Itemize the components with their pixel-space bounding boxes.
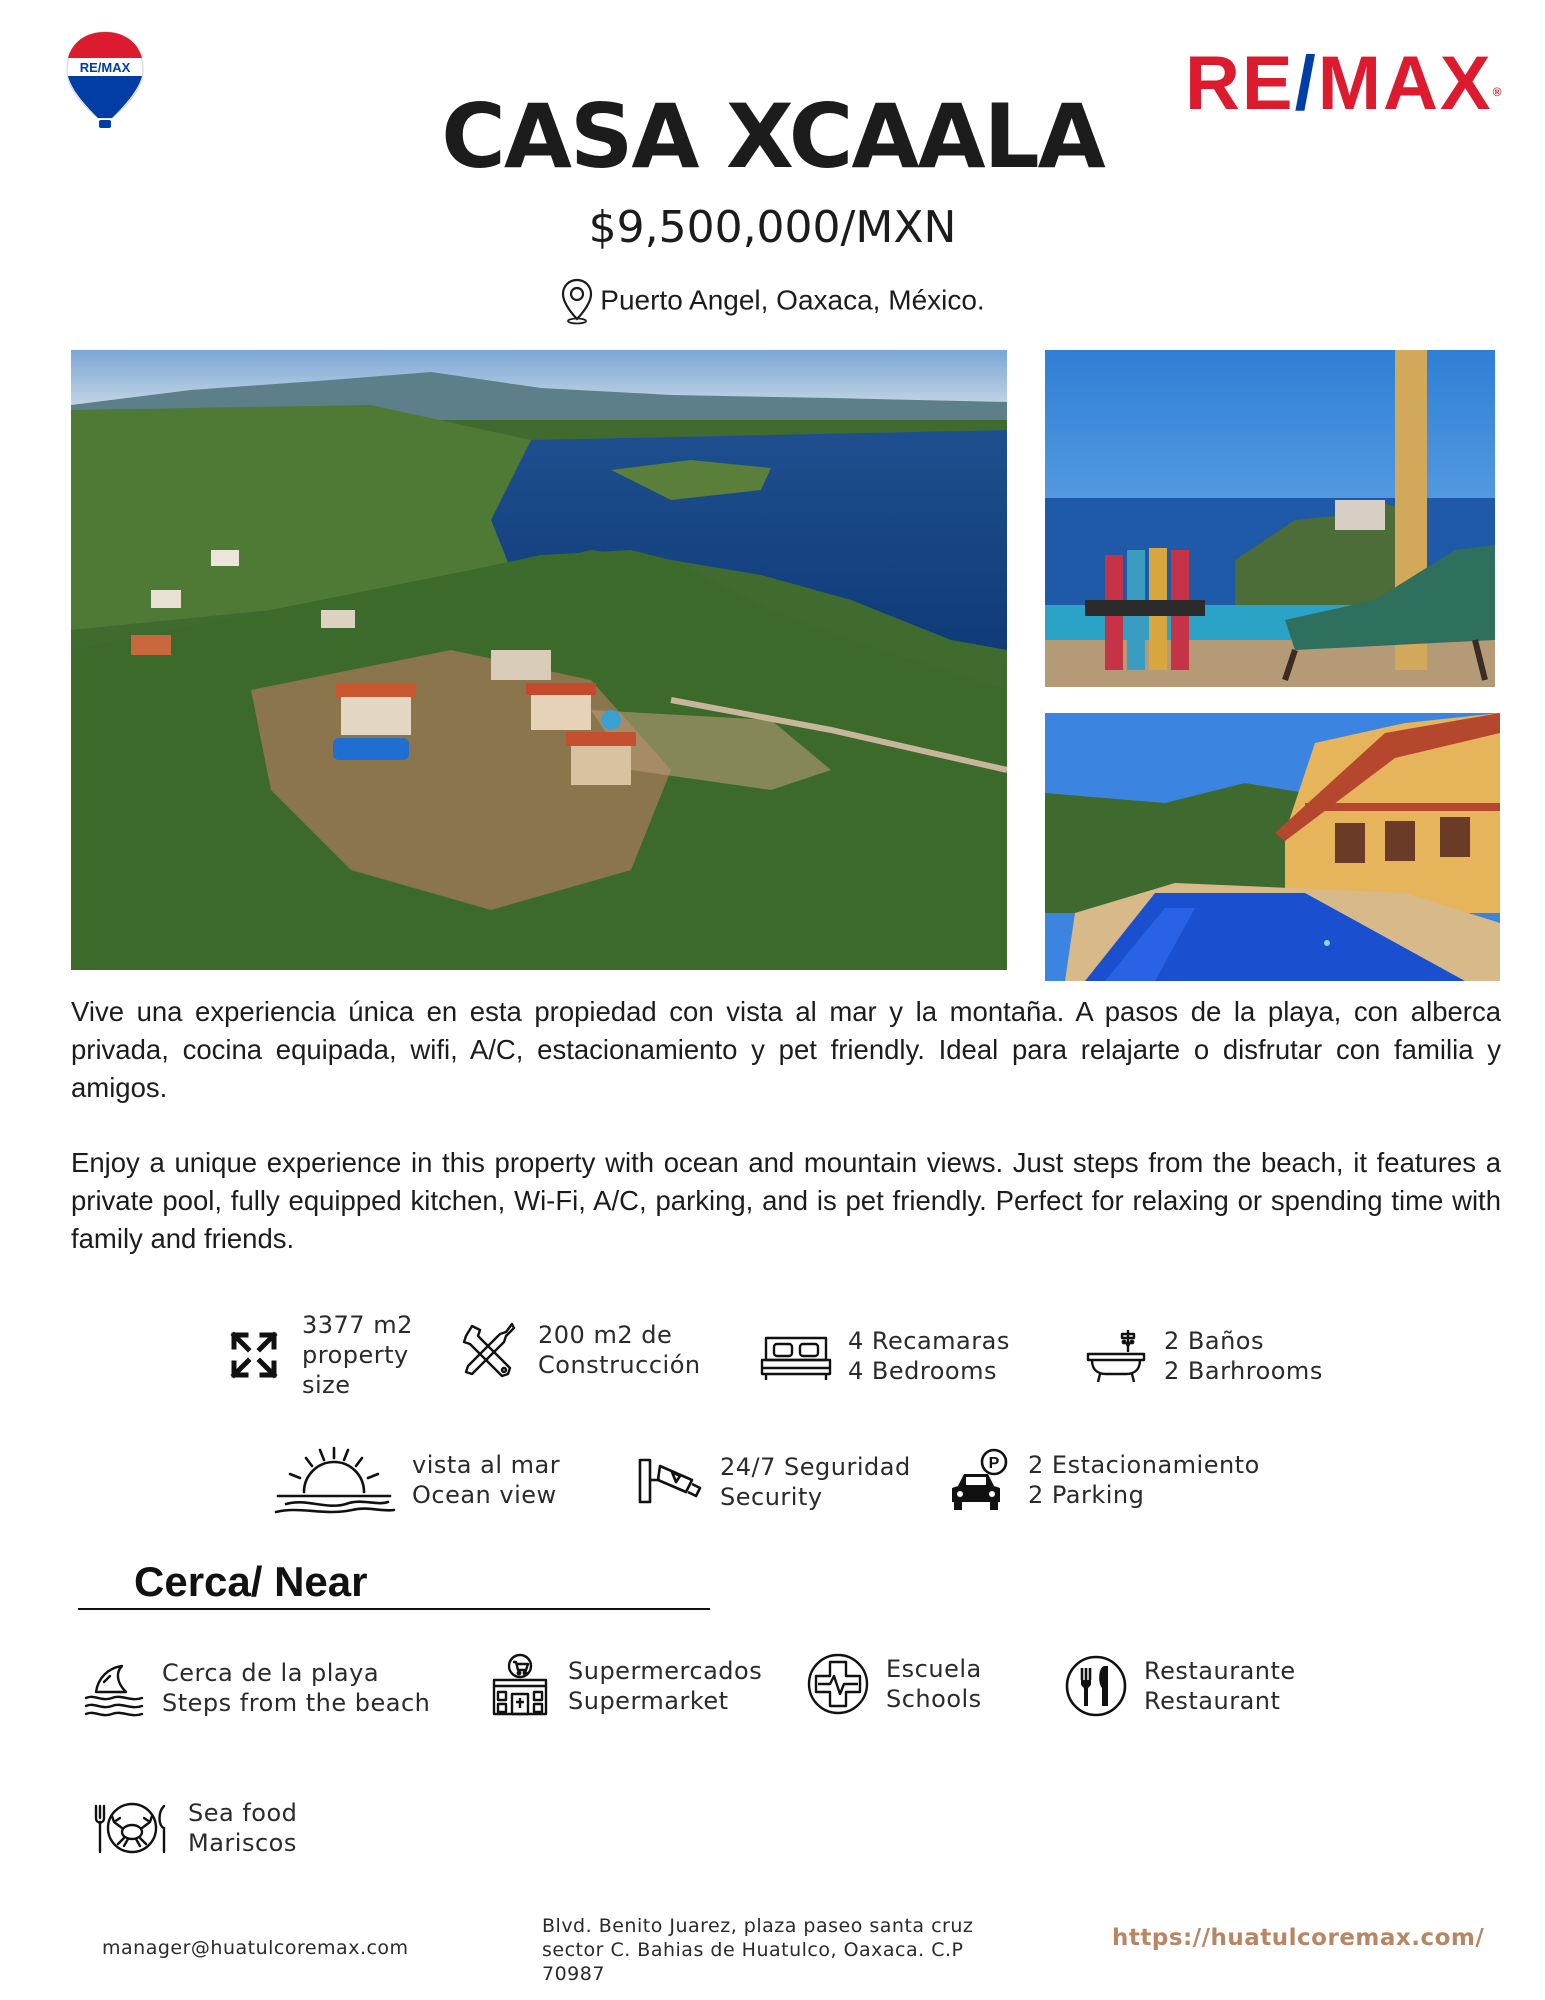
feature-bathrooms: 2 Baños 2 Barhrooms (1084, 1324, 1323, 1388)
location-pin-icon (560, 277, 594, 325)
near-restaurant: Restaurante Restaurant (1064, 1654, 1296, 1718)
near-section-title: Cerca/ Near (134, 1558, 368, 1605)
supermarket-icon (488, 1652, 552, 1720)
brand-registered: ® (1492, 85, 1504, 99)
bathtub-icon (1084, 1324, 1148, 1388)
tools-icon (458, 1318, 522, 1382)
restaurant-icon (1064, 1654, 1128, 1718)
aerial-property-photo (71, 350, 1007, 970)
footer-website-link[interactable]: https://huatulcoremax.com/ (1112, 1925, 1485, 1951)
expand-arrows-icon (222, 1323, 286, 1387)
school-cross-icon (806, 1652, 870, 1716)
feature-property-size: 3377 m2 property size (222, 1310, 413, 1400)
footer-address: Blvd. Benito Juarez, plaza paseo santa cruz sector C. Bahias de Huatulco, Oaxaca. C.P 70987 (542, 1915, 974, 1985)
near-section-divider (78, 1608, 710, 1610)
feature-bedrooms: 4 Recamaras 4 Bedrooms (760, 1324, 1010, 1388)
near-schools: Escuela Schools (806, 1652, 982, 1716)
brand-part-max: MAX (1317, 41, 1493, 126)
property-location: Puerto Angel, Oaxaca, México. (0, 274, 1545, 326)
feature-parking: P 2 Estacionamiento 2 Parking (948, 1446, 1260, 1514)
feature-security: 24/7 Seguridad Security (636, 1450, 911, 1514)
property-title: CASA XCAALA (441, 85, 1104, 188)
security-camera-icon (636, 1450, 704, 1514)
description-spanish: Vive una experiencia única en esta propiedad con vista al mar y la montaña. A pasos de la playa, con alberca privada, cocina equipada, wifi, A/C, estacionamiento y pet friendly. Ideal para relajarte o disfrutar con familia y amigos. (71, 996, 1501, 1103)
svg-text:RE/MAX: RE/MAX (79, 60, 131, 75)
seafood-crab-icon (92, 1798, 172, 1858)
pool-house-photo (1045, 713, 1500, 981)
car-parking-icon (948, 1446, 1012, 1514)
brand-part-re: RE (1185, 41, 1295, 126)
feature-ocean-view: vista al mar Ocean view (272, 1440, 560, 1520)
property-price: $9,500,000/MXN (588, 202, 957, 253)
svg-text:P: P (988, 1455, 1000, 1472)
bed-icon (760, 1324, 832, 1388)
near-beach: Cerca de la playa Steps from the beach (82, 1656, 430, 1720)
feature-construction: 200 m2 de Construcción (458, 1318, 701, 1382)
footer-email[interactable]: manager@huatulcoremax.com (102, 1937, 409, 1959)
near-seafood: Sea food Mariscos (92, 1798, 297, 1858)
terrace-ocean-photo (1045, 350, 1495, 687)
brand-slash: / (1294, 41, 1318, 126)
near-supermarket: Supermercados Supermarket (488, 1652, 762, 1720)
shark-fin-waves-icon (82, 1656, 146, 1720)
description-english: Enjoy a unique experience in this property with ocean and mountain views. Just steps from the beach, it features a private pool, fully equipped kitchen, Wi-Fi, A/C, parking, and is pet friendly. Perfect for relaxing or spending time with family and friends. (71, 1147, 1501, 1254)
sunset-ocean-icon (272, 1440, 396, 1520)
